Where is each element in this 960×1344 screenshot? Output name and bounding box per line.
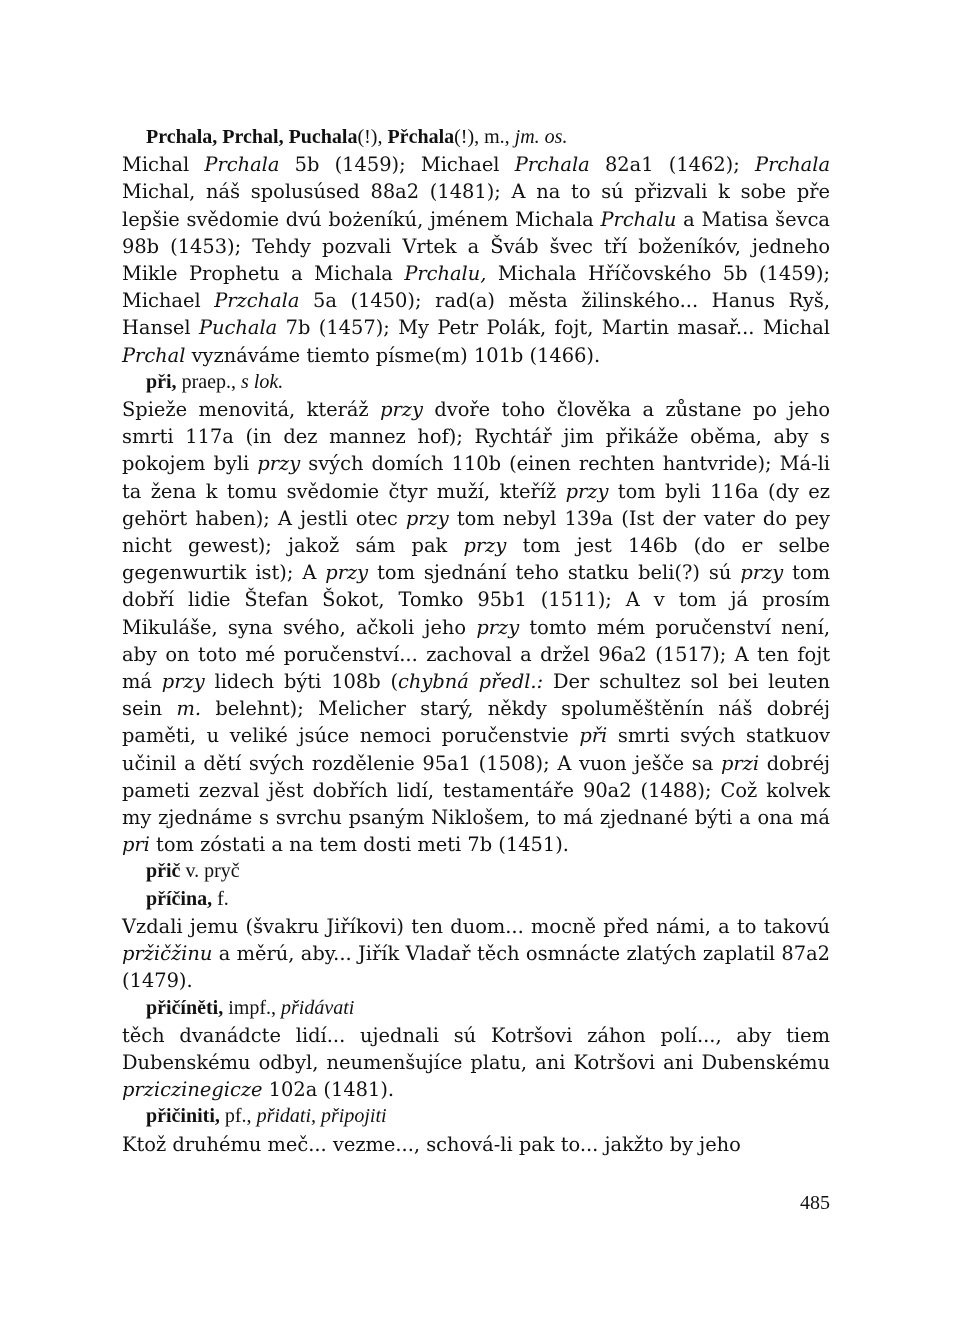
entry-pricineti — [122, 995, 830, 1104]
entry-priciniti — [122, 1103, 830, 1157]
entry-pri — [122, 369, 830, 859]
entry-text: Vzdali jemu (švakru Jiříkovi) ten duom... mocně před námi, a to takovú pržičžinu a měrú, aby... Jiřík Vladař těch osmnácte zlatých zaplatil 87a2 (1479). — [122, 914, 830, 993]
entry-pric — [122, 858, 830, 885]
entry-headword: při, praep., s lok. — [146, 370, 284, 393]
entry-text: těch dvanádcte lidí... ujednali sú Kotršovi záhon polí..., aby tiem Dubenskému odbyl, neumenšujíce platu, ani Kotršovi ani Dubenskému prziczinegicze 102a (1481). — [122, 1023, 830, 1102]
entry-headword: přičiniti, pf., přidati, připojiti — [146, 1105, 387, 1128]
entry-pricina — [122, 886, 830, 995]
entry-headword: přič v. pryč — [146, 860, 240, 883]
dictionary-page — [122, 124, 830, 1158]
entry-headword: přičíněti, impf., přidávati — [146, 996, 355, 1019]
entry-text: Spieže menovitá, kteráž przy dvoře toho člověka a zůstane po jeho smrti 117a (in dez mannez hof); Rychtář jim přikáže oběma, aby s pokojem byli przy svých domích 110b (einen rechten hantvride); Má-li ta žena k tomu svědomie čtyr muží, kteříž przy tom byli 116a (dy ez gehört haben); A jestli otec przy tom nebyl 139a (Ist der vater do pey nicht gewest); jakož sám pak przy tom jest 146b (do er selbe gegenwurtik ist); A przy tom sjednání teho statku beli(?) sú przy tom dobří lidie Štefan Šokot, Tomko 95b1 (1511); A v tom já prosím Mikuláše, syna svého, ačkoli jeho przy tomto mém poručenství není, aby on toto mé poručenství... zachoval a držel 96a2 (1517); A ten fojt má przy lidech býti 108b (chybná předl.: Der schultez sol bei leuten sein m. belehnt); Melicher starý, někdy spoluměštěnín náš dobréj paměti, u veliké jsúce nemoci poručenstvie při smrti svých statkuov učinil a dětí svých rozdělenie 95a1 (1508); A vuon ješče sa przi dobréj pameti zezval jěst dobřích lidí, testamentáře 90a2 (1488); Což kolvek my zjednáme s svrchu psaným Niklošem, to má zjednané býti a ona má pri tom zóstati a na tem dosti meti 7b (1451). — [122, 398, 831, 857]
entry-headword: příčina, f. — [146, 887, 229, 910]
entry-text: Michal Prchala 5b (1459); Michael Prchala 82a1 (1462); Prchala Michal, náš spolusúsed 88a2 (1481); A na to sú přizvali k sobe pře lepšie svědomie dvú bożeníkú, jménem Michala Prchalu a Matisa ševca 98b (1453); Tehdy pozvali Vrtek a Šváb švec tří boženíkóv, jedneho Mikle Prophetu a Michala Prchalu, Michala Hříčovského 5b (1459); Michael Przchala 5a (1450); rad(a) města žilinského... Hanus Ryš, Hansel Puchala 7b (1457); My Petr Polák, fojt, Martin masař... Michal Prchal vyznáváme tiemto písme(m) 101b (1466). — [122, 153, 831, 367]
entry-prchala — [122, 124, 830, 369]
page-number: 485 — [800, 1192, 830, 1214]
entry-headword: Prchala, Prchal, Puchala(!), Přchala(!), m., jm. os. — [146, 126, 568, 148]
entry-text: Ktož druhému meč... vezme..., schová-li pak to... jakžto by jeho — [122, 1132, 741, 1156]
